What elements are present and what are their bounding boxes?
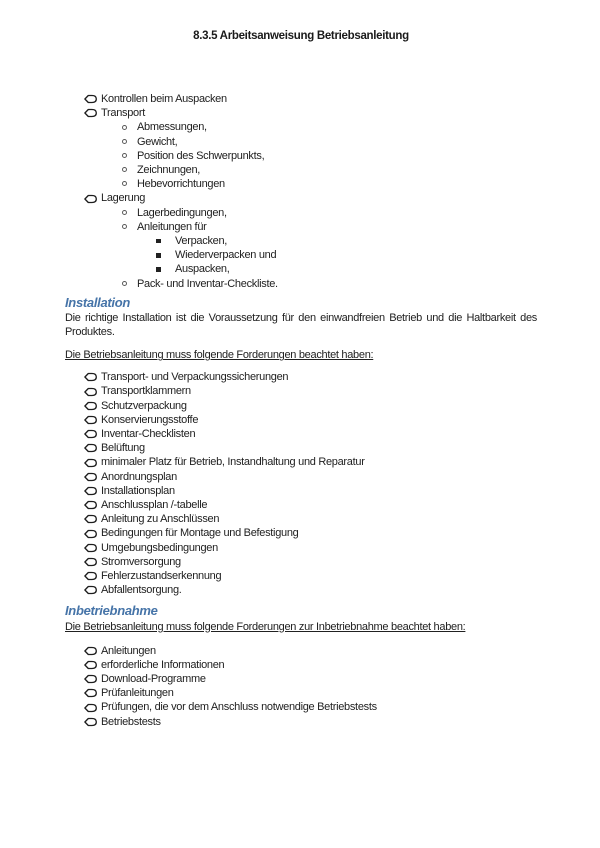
list-item (65, 715, 537, 729)
list-item-text: Abfallentsorgung. (101, 584, 182, 597)
list-item-text: Belüftung (101, 442, 145, 455)
list-item (65, 135, 537, 149)
pen-nib-bullet-icon (84, 429, 97, 439)
list-item (65, 441, 537, 455)
list-item-text: Anschlussplan /-tabelle (101, 499, 208, 512)
circle-bullet-icon (122, 125, 127, 130)
list-item-text: Lagerbedingungen, (137, 206, 227, 219)
pen-nib-bullet-icon (84, 717, 97, 727)
list-item (65, 277, 537, 291)
inbetriebnahme-heading: Inbetriebnahme (65, 602, 158, 618)
list-item-text: Anleitung zu Anschlüssen (101, 513, 220, 526)
list-item (65, 484, 537, 498)
pen-nib-bullet-icon (84, 472, 97, 482)
list-item (65, 262, 537, 276)
list-item-text: Anordnungsplan (101, 470, 177, 483)
inbetriebnahme-requirements-list (65, 644, 537, 729)
list-item (65, 644, 537, 658)
circle-bullet-icon (122, 210, 127, 215)
list-item-text: Gewicht, (137, 135, 178, 148)
list-item (65, 512, 537, 526)
list-item-text: Lagerung (101, 192, 146, 205)
list-item (65, 413, 537, 427)
square-bullet-icon (156, 253, 161, 258)
list-item-text: Stromversorgung (101, 555, 181, 568)
circle-bullet-icon (122, 281, 127, 286)
list-item (65, 455, 537, 469)
unpacking-transport-storage-list (65, 92, 537, 291)
list-item-text: Inventar-Checklisten (101, 428, 196, 441)
pen-nib-bullet-icon (84, 443, 97, 453)
list-item-text: Wiederverpacken und (175, 249, 277, 262)
pen-nib-bullet-icon (84, 387, 97, 397)
list-item-text: Download-Programme (101, 672, 206, 685)
list-item (65, 191, 537, 205)
list-item-text: Auspacken, (175, 263, 230, 276)
pen-nib-bullet-icon (84, 688, 97, 698)
pen-nib-bullet-icon (84, 529, 97, 539)
list-item-text: Konservierungsstoffe (101, 413, 199, 426)
pen-nib-bullet-icon (84, 500, 97, 510)
section-inbetriebnahme (65, 603, 537, 729)
pen-nib-bullet-icon (84, 94, 97, 104)
list-item-text: Abmessungen, (137, 121, 207, 134)
list-item-text: minimaler Platz für Betrieb, Instandhaltung und Reparatur (101, 456, 365, 469)
circle-bullet-icon (122, 153, 127, 158)
list-item (65, 370, 537, 384)
list-item (65, 672, 537, 686)
pen-nib-bullet-icon (84, 401, 97, 411)
pen-nib-bullet-icon (84, 486, 97, 496)
list-item (65, 163, 537, 177)
square-bullet-icon (156, 239, 161, 244)
list-item-text: Zeichnungen, (137, 164, 201, 177)
list-item (65, 248, 537, 262)
list-item-text: Anleitungen (101, 644, 156, 657)
pen-nib-bullet-icon (84, 458, 97, 468)
list-item-text: Verpacken, (175, 235, 228, 248)
list-item (65, 555, 537, 569)
list-item (65, 541, 537, 555)
installation-requirements-list (65, 370, 537, 597)
list-item (65, 149, 537, 163)
list-item-text: Position des Schwerpunkts, (137, 149, 265, 162)
list-item-text: Betriebstests (101, 715, 161, 728)
list-item-text: erforderliche Informationen (101, 658, 225, 671)
pen-nib-bullet-icon (84, 415, 97, 425)
list-item (65, 700, 537, 714)
list-item-text: Umgebungsbedingungen (101, 541, 218, 554)
list-item (65, 206, 537, 220)
section-installation (65, 295, 537, 598)
list-item-text: Fehlerzustandserkennung (101, 570, 222, 583)
pen-nib-bullet-icon (84, 557, 97, 567)
list-item (65, 427, 537, 441)
list-item (65, 583, 537, 597)
list-item (65, 106, 537, 120)
square-bullet-icon (156, 267, 161, 272)
installation-heading: Installation (65, 294, 131, 310)
list-item-text: Anleitungen für (137, 220, 207, 233)
list-item-text: Transport (101, 107, 145, 120)
pen-nib-bullet-icon (84, 585, 97, 595)
pen-nib-bullet-icon (84, 660, 97, 670)
inbetriebnahme-requirement-line: Die Betriebsanleitung muss folgende Forderungen zur Inbetriebnahme beachtet haben: (65, 620, 466, 633)
pen-nib-bullet-icon (84, 194, 97, 204)
pen-nib-bullet-icon (84, 514, 97, 524)
document-title: 8.3.5 Arbeitsanweisung Betriebsanleitung (193, 30, 409, 42)
pen-nib-bullet-icon (84, 703, 97, 713)
list-item (65, 658, 537, 672)
list-item-text: Transportklammern (101, 385, 191, 398)
list-item (65, 92, 537, 106)
pen-nib-bullet-icon (84, 543, 97, 553)
list-item-text: Kontrollen beim Auspacken (101, 93, 227, 105)
list-item (65, 569, 537, 583)
list-item (65, 234, 537, 248)
list-item-text: Transport- und Verpackungssicherungen (101, 371, 289, 384)
list-item (65, 384, 537, 398)
pen-nib-bullet-icon (84, 646, 97, 656)
list-item (65, 399, 537, 413)
list-item (65, 220, 537, 234)
list-item-text: Prüfungen, die vor dem Anschluss notwendige Betriebstests (101, 701, 377, 714)
installation-requirement-line: Die Betriebsanleitung muss folgende Forderungen beachtet haben: (65, 349, 374, 362)
pen-nib-bullet-icon (84, 372, 97, 382)
list-item-text: Bedingungen für Montage und Befestigung (101, 527, 299, 540)
circle-bullet-icon (122, 224, 127, 229)
list-item (65, 686, 537, 700)
list-item (65, 526, 537, 540)
installation-paragraph: Die richtige Installation ist die Voraussetzung für den einwandfreien Betrieb und die Haltbarkeit des Produktes. (65, 311, 537, 339)
list-item (65, 177, 537, 191)
circle-bullet-icon (122, 139, 127, 144)
list-item-text: Hebevorrichtungen (137, 178, 225, 191)
list-item (65, 120, 537, 134)
list-item-text: Pack- und Inventar-Checkliste. (137, 277, 278, 290)
list-item-text: Installationsplan (101, 484, 175, 497)
list-item (65, 498, 537, 512)
pen-nib-bullet-icon (84, 571, 97, 581)
list-item (65, 470, 537, 484)
pen-nib-bullet-icon (84, 674, 97, 684)
pen-nib-bullet-icon (84, 108, 97, 118)
list-item-text: Schutzverpackung (101, 399, 187, 412)
list-item-text: Prüfanleitungen (101, 687, 174, 700)
